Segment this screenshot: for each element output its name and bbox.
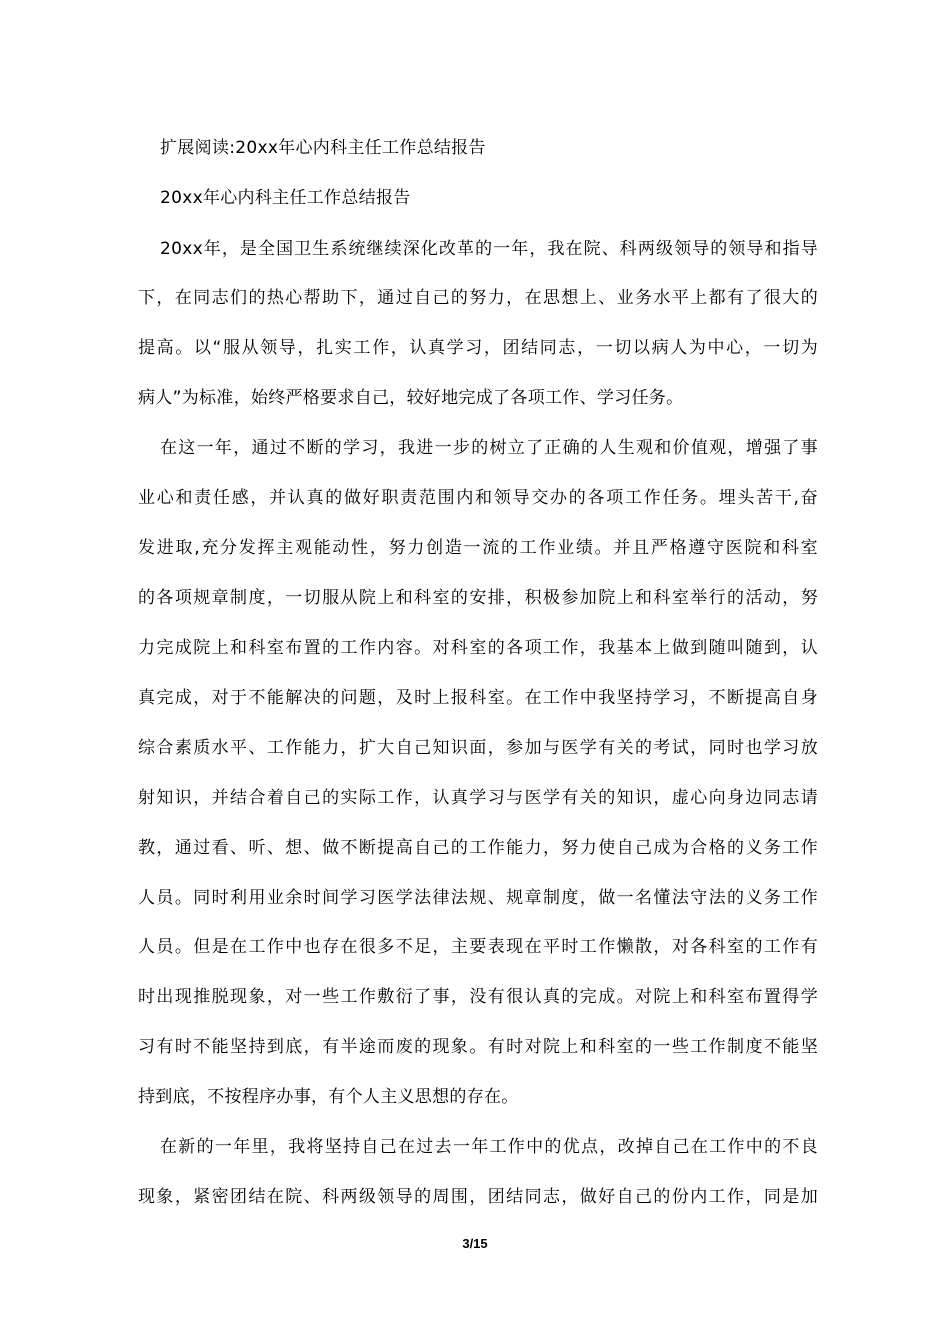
paragraph-1-line-3: 提高。以“服从领导，扎实工作，认真学习，团结同志，一切以病人为中心，一切为: [138, 338, 818, 358]
document-title: 20xx年心内科主任工作总结报告: [160, 188, 411, 208]
paragraph-2-line-14: 持到底，不按程序办事，有个人主义思想的存在。: [138, 1087, 519, 1107]
paragraph-2-line-12: 时出现推脱现象，对一些工作敷衍了事，没有很认真的完成。对院上和科室布置得学: [138, 987, 818, 1007]
page-number: 3/15: [462, 1236, 488, 1251]
extended-reading-heading: 扩展阅读:20xx年心内科主任工作总结报告: [160, 138, 486, 158]
paragraph-3-line-2: 现象，紧密团结在院、科两级领导的周围，团结同志，做好自己的份内工作，同是加: [138, 1187, 818, 1207]
paragraph-1-line-4: 病人”为标准，始终严格要求自己，较好地完成了各项工作、学习任务。: [138, 388, 684, 408]
paragraph-2-line-10: 人员。同时利用业余时间学习医学法律法规、规章制度，做一名懂法守法的义务工作: [138, 888, 818, 908]
paragraph-2-line-11: 人员。但是在工作中也存在很多不足，主要表现在平时工作懒散，对各科室的工作有: [138, 937, 818, 957]
paragraph-2-line-9: 教，通过看、听、想、做不断提高自己的工作能力，努力使自己成为合格的义务工作: [138, 838, 818, 858]
paragraph-2-line-7: 综合素质水平、工作能力，扩大自己知识面，参加与医学有关的考试，同时也学习放: [138, 738, 818, 758]
paragraph-2-line-5: 力完成院上和科室布置的工作内容。对科室的各项工作，我基本上做到随叫随到，认: [138, 638, 818, 658]
paragraph-2-line-13: 习有时不能坚持到底，有半途而废的现象。有时对院上和科室的一些工作制度不能坚: [138, 1037, 818, 1057]
paragraph-2-line-3: 发进取,充分发挥主观能动性，努力创造一流的工作业绩。并且严格遵守医院和科室: [138, 538, 818, 558]
paragraph-2-line-4: 的各项规章制度，一切服从院上和科室的安排，积极参加院上和科室举行的活动，努: [138, 588, 818, 608]
paragraph-1-line-2: 下，在同志们的热心帮助下，通过自己的努力，在思想上、业务水平上都有了很大的: [138, 288, 818, 308]
paragraph-1-line-1: 20xx年，是全国卫生系统继续深化改革的一年，我在院、科两级领导的领导和指导: [160, 239, 818, 259]
paragraph-2-line-6: 真完成，对于不能解决的问题，及时上报科室。在工作中我坚持学习，不断提高自身: [138, 688, 818, 708]
paragraph-3-line-1: 在新的一年里，我将坚持自己在过去一年工作中的优点，改掉自己在工作中的不良: [160, 1137, 818, 1157]
paragraph-2-line-1: 在这一年，通过不断的学习，我进一步的树立了正确的人生观和价值观，增强了事: [160, 438, 818, 458]
paragraph-2-line-2: 业心和责任感，并认真的做好职责范围内和领导交办的各项工作任务。埋头苦干,奋: [138, 488, 818, 508]
paragraph-2-line-8: 射知识，并结合着自己的实际工作，认真学习与医学有关的知识，虚心向身边同志请: [138, 788, 818, 808]
